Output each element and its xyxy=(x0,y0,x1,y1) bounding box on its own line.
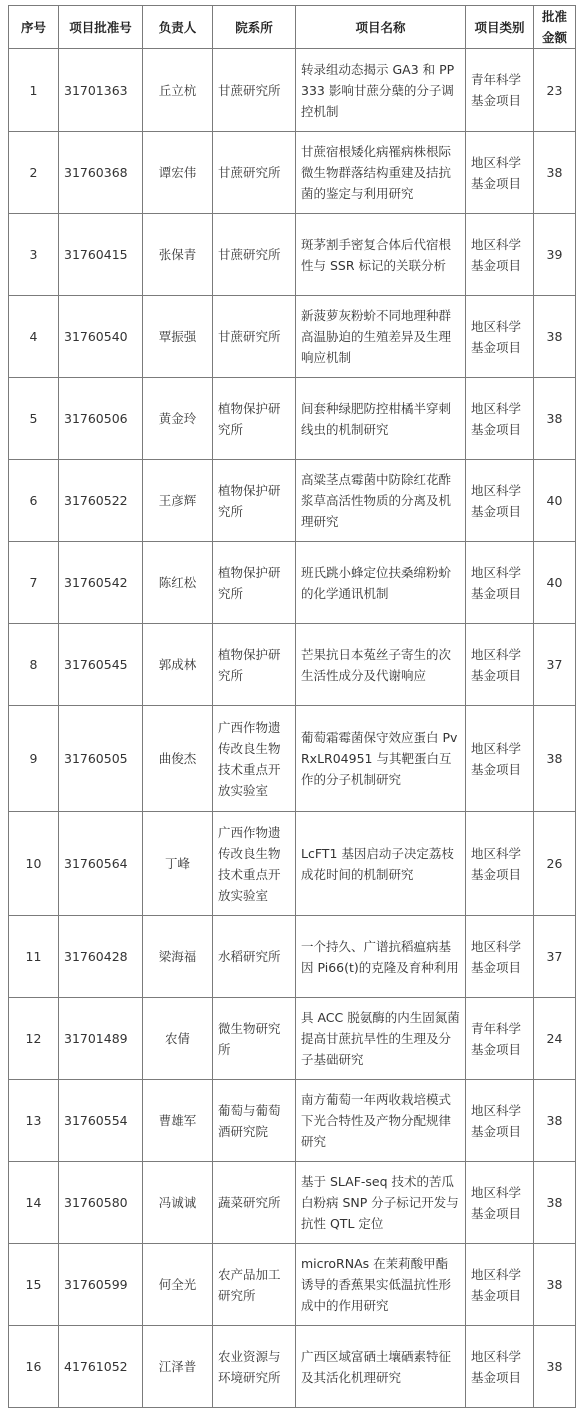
cell-index: 10 xyxy=(9,812,59,916)
cell-amount: 24 xyxy=(534,998,576,1080)
cell-index: 4 xyxy=(9,296,59,378)
cell-leader: 何全光 xyxy=(143,1244,213,1326)
cell-amount: 23 xyxy=(534,49,576,132)
cell-amount: 40 xyxy=(534,460,576,542)
cell-project-type: 地区科学基金项目 xyxy=(466,812,534,916)
cell-project-name: 斑茅割手密复合体后代宿根性与 SSR 标记的关联分析 xyxy=(296,214,466,296)
table-row xyxy=(9,460,576,542)
cell-department: 植物保护研究所 xyxy=(213,542,296,624)
cell-index: 9 xyxy=(9,706,59,812)
table-row xyxy=(9,296,576,378)
cell-project-type: 地区科学基金项目 xyxy=(466,1080,534,1162)
cell-index: 14 xyxy=(9,1162,59,1244)
cell-leader: 农倩 xyxy=(143,998,213,1080)
cell-department: 植物保护研究所 xyxy=(213,378,296,460)
table-row xyxy=(9,812,576,916)
header-project-name: 项目名称 xyxy=(296,6,466,49)
cell-leader: 梁海福 xyxy=(143,916,213,998)
header-leader: 负责人 xyxy=(143,6,213,49)
table-row xyxy=(9,1162,576,1244)
table-row xyxy=(9,132,576,214)
table-row xyxy=(9,214,576,296)
cell-leader: 黄金玲 xyxy=(143,378,213,460)
cell-amount: 38 xyxy=(534,1080,576,1162)
table-row xyxy=(9,624,576,706)
cell-project-id: 31760545 xyxy=(59,624,143,706)
cell-project-name: microRNAs 在茉莉酸甲酯诱导的香蕉果实低温抗性形成中的作用研究 xyxy=(296,1244,466,1326)
cell-project-name: 芒果抗日本菟丝子寄生的次生活性成分及代谢响应 xyxy=(296,624,466,706)
cell-index: 15 xyxy=(9,1244,59,1326)
cell-leader: 丁峰 xyxy=(143,812,213,916)
cell-project-name: LcFT1 基因启动子决定荔枝成花时间的机制研究 xyxy=(296,812,466,916)
cell-project-id: 31760428 xyxy=(59,916,143,998)
cell-leader: 覃振强 xyxy=(143,296,213,378)
cell-project-type: 地区科学基金项目 xyxy=(466,132,534,214)
cell-project-id: 31760522 xyxy=(59,460,143,542)
cell-amount: 38 xyxy=(534,132,576,214)
cell-leader: 曹雄军 xyxy=(143,1080,213,1162)
cell-project-type: 地区科学基金项目 xyxy=(466,214,534,296)
cell-amount: 38 xyxy=(534,378,576,460)
header-amount: 批准金额 xyxy=(534,6,576,49)
cell-index: 12 xyxy=(9,998,59,1080)
cell-amount: 38 xyxy=(534,296,576,378)
header-project-id: 项目批准号 xyxy=(59,6,143,49)
cell-project-type: 地区科学基金项目 xyxy=(466,460,534,542)
header-department: 院系所 xyxy=(213,6,296,49)
cell-index: 6 xyxy=(9,460,59,542)
cell-project-id: 31760542 xyxy=(59,542,143,624)
cell-project-type: 地区科学基金项目 xyxy=(466,1244,534,1326)
table-row xyxy=(9,542,576,624)
cell-department: 农产品加工研究所 xyxy=(213,1244,296,1326)
cell-project-name: 广西区域富硒土壤硒素特征及其活化机理研究 xyxy=(296,1326,466,1408)
cell-project-id: 31760368 xyxy=(59,132,143,214)
cell-amount: 37 xyxy=(534,624,576,706)
cell-project-id: 31760580 xyxy=(59,1162,143,1244)
cell-leader: 谭宏伟 xyxy=(143,132,213,214)
cell-amount: 38 xyxy=(534,1326,576,1408)
cell-project-type: 地区科学基金项目 xyxy=(466,916,534,998)
cell-project-type: 青年科学基金项目 xyxy=(466,998,534,1080)
table-row xyxy=(9,49,576,132)
cell-leader: 陈红松 xyxy=(143,542,213,624)
cell-project-type: 地区科学基金项目 xyxy=(466,296,534,378)
table-row xyxy=(9,916,576,998)
table-body xyxy=(9,49,576,1408)
cell-index: 7 xyxy=(9,542,59,624)
table-row xyxy=(9,1244,576,1326)
cell-leader: 郭成林 xyxy=(143,624,213,706)
cell-department: 植物保护研究所 xyxy=(213,460,296,542)
cell-index: 2 xyxy=(9,132,59,214)
table-row xyxy=(9,1080,576,1162)
cell-project-id: 41761052 xyxy=(59,1326,143,1408)
cell-department: 甘蔗研究所 xyxy=(213,214,296,296)
cell-department: 甘蔗研究所 xyxy=(213,49,296,132)
cell-amount: 39 xyxy=(534,214,576,296)
cell-project-name: 南方葡萄一年两收栽培模式下光合特性及产物分配规律研究 xyxy=(296,1080,466,1162)
cell-index: 5 xyxy=(9,378,59,460)
cell-project-type: 地区科学基金项目 xyxy=(466,1326,534,1408)
cell-project-type: 地区科学基金项目 xyxy=(466,542,534,624)
cell-project-name: 转录组动态揭示 GA3 和 PP333 影响甘蔗分蘖的分子调控机制 xyxy=(296,49,466,132)
table-row xyxy=(9,998,576,1080)
cell-index: 3 xyxy=(9,214,59,296)
cell-leader: 王彦辉 xyxy=(143,460,213,542)
cell-project-name: 高粱茎点霉菌中防除红花酢浆草高活性物质的分离及机理研究 xyxy=(296,460,466,542)
table-header-row xyxy=(9,6,576,49)
cell-leader: 丘立杭 xyxy=(143,49,213,132)
cell-leader: 曲俊杰 xyxy=(143,706,213,812)
cell-project-name: 具 ACC 脱氨酶的内生固氮菌提高甘蔗抗旱性的生理及分子基础研究 xyxy=(296,998,466,1080)
cell-department: 微生物研究所 xyxy=(213,998,296,1080)
cell-project-id: 31760564 xyxy=(59,812,143,916)
table-row xyxy=(9,706,576,812)
cell-department: 植物保护研究所 xyxy=(213,624,296,706)
table-row xyxy=(9,1326,576,1408)
cell-project-id: 31760599 xyxy=(59,1244,143,1326)
cell-department: 葡萄与葡萄酒研究院 xyxy=(213,1080,296,1162)
cell-project-id: 31760506 xyxy=(59,378,143,460)
cell-department: 甘蔗研究所 xyxy=(213,132,296,214)
cell-department: 水稻研究所 xyxy=(213,916,296,998)
cell-amount: 38 xyxy=(534,1244,576,1326)
cell-project-id: 31760554 xyxy=(59,1080,143,1162)
cell-project-type: 地区科学基金项目 xyxy=(466,706,534,812)
cell-leader: 张保青 xyxy=(143,214,213,296)
cell-department: 广西作物遗传改良生物技术重点开放实验室 xyxy=(213,706,296,812)
cell-project-type: 地区科学基金项目 xyxy=(466,1162,534,1244)
cell-index: 11 xyxy=(9,916,59,998)
table-row xyxy=(9,378,576,460)
cell-project-id: 31701363 xyxy=(59,49,143,132)
cell-amount: 38 xyxy=(534,706,576,812)
cell-project-name: 新菠萝灰粉蚧不同地理种群高温胁迫的生殖差异及生理响应机制 xyxy=(296,296,466,378)
cell-department: 甘蔗研究所 xyxy=(213,296,296,378)
cell-project-name: 间套种绿肥防控柑橘半穿刺线虫的机制研究 xyxy=(296,378,466,460)
cell-leader: 江泽普 xyxy=(143,1326,213,1408)
cell-index: 16 xyxy=(9,1326,59,1408)
cell-project-id: 31760505 xyxy=(59,706,143,812)
cell-leader: 冯诚诚 xyxy=(143,1162,213,1244)
cell-index: 1 xyxy=(9,49,59,132)
cell-amount: 37 xyxy=(534,916,576,998)
header-index: 序号 xyxy=(9,6,59,49)
cell-project-name: 甘蔗宿根矮化病罹病株根际微生物群落结构重建及拮抗菌的鉴定与利用研究 xyxy=(296,132,466,214)
cell-amount: 38 xyxy=(534,1162,576,1244)
cell-amount: 26 xyxy=(534,812,576,916)
cell-amount: 40 xyxy=(534,542,576,624)
cell-index: 13 xyxy=(9,1080,59,1162)
cell-department: 农业资源与环境研究所 xyxy=(213,1326,296,1408)
cell-project-id: 31760415 xyxy=(59,214,143,296)
cell-project-id: 31701489 xyxy=(59,998,143,1080)
cell-project-name: 一个持久、广谱抗稻瘟病基因 Pi66(t)的克隆及育种利用 xyxy=(296,916,466,998)
cell-project-name: 基于 SLAF-seq 技术的苦瓜白粉病 SNP 分子标记开发与抗性 QTL 定位 xyxy=(296,1162,466,1244)
cell-project-type: 地区科学基金项目 xyxy=(466,624,534,706)
cell-department: 广西作物遗传改良生物技术重点开放实验室 xyxy=(213,812,296,916)
cell-project-name: 葡萄霜霉菌保守效应蛋白 PvRxLR04951 与其靶蛋白互作的分子机制研究 xyxy=(296,706,466,812)
cell-project-type: 青年科学基金项目 xyxy=(466,49,534,132)
cell-department: 蔬菜研究所 xyxy=(213,1162,296,1244)
cell-project-type: 地区科学基金项目 xyxy=(466,378,534,460)
funding-table xyxy=(8,5,576,1408)
cell-index: 8 xyxy=(9,624,59,706)
cell-project-id: 31760540 xyxy=(59,296,143,378)
cell-project-name: 班氏跳小蜂定位扶桑绵粉蚧的化学通讯机制 xyxy=(296,542,466,624)
header-project-type: 项目类别 xyxy=(466,6,534,49)
